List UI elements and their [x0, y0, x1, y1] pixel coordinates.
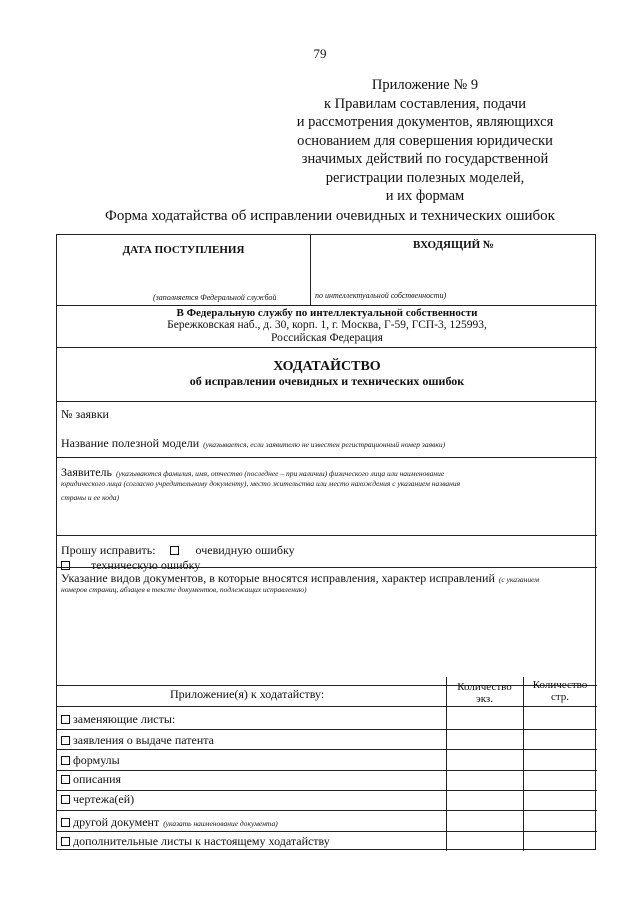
page-number: 79 [313, 46, 327, 61]
incoming-number-label: ВХОДЯЩИЙ № [413, 239, 494, 251]
utility-model-name-field[interactable] [61, 434, 445, 452]
attachment-row [61, 813, 278, 831]
documents-label: Указание видов документов, в которые вносятся исправления, характер исправлений [61, 571, 495, 585]
appendix-line: Приложение № 9 [371, 77, 479, 93]
attachment-checkbox[interactable] [61, 756, 70, 765]
other-document-note: (указать наименование документа) [163, 819, 278, 828]
obvious-error-label: очевидную ошибку [195, 543, 295, 557]
row-divider [57, 706, 597, 707]
attachment-row [61, 792, 134, 807]
petition-form [56, 234, 596, 850]
attachment-label: чертежа(ей) [73, 792, 135, 806]
documents-note: (с указанием [498, 575, 540, 584]
applicant-note: юридического лица (согласно учредительному документу), место жительства или место нахождения с указанием названия [61, 479, 461, 488]
row-divider [57, 749, 597, 750]
row-divider [57, 729, 597, 730]
petition-title: ХОДАТАЙСТВО [273, 359, 381, 374]
row-divider [57, 305, 597, 306]
copies-column-header [446, 681, 523, 705]
row-divider [57, 401, 597, 402]
row-divider [57, 831, 597, 832]
attachments-header: Приложение(я) к ходатайству: [170, 687, 325, 701]
row-divider [57, 770, 597, 771]
appendix-line: регистрации полезных моделей, [325, 169, 525, 186]
attachment-checkbox[interactable] [61, 818, 70, 827]
pages-column-title: Количество [532, 679, 588, 691]
filled-by-note-left: (заполняется Федеральной службой [153, 293, 277, 302]
attachment-checkbox[interactable] [61, 715, 70, 724]
attachment-row [61, 712, 175, 727]
technical-error-label: техническую ошибку [91, 558, 201, 572]
form-title: Форма ходатайства об исправлении очевидных и технических ошибок [105, 208, 555, 224]
attachment-label: другой документ [73, 815, 160, 829]
row-divider [57, 535, 597, 536]
correction-label: Прошу исправить: [61, 543, 156, 557]
attachment-row [61, 772, 121, 787]
obvious-error-checkbox[interactable] [170, 546, 179, 555]
pages-column-header [523, 679, 597, 703]
appendix-line: и рассмотрения документов, являющихся [296, 114, 554, 130]
applicant-label: Заявитель [61, 465, 112, 479]
row-divider [57, 790, 597, 791]
attachment-checkbox[interactable] [61, 837, 70, 846]
row-divider [57, 810, 597, 811]
appendix-line: к Правилам составления, подачи [324, 95, 526, 112]
attachment-row [61, 834, 330, 849]
documents-note: номеров страниц, абзацев в тексте документов, подлежащих исправлению) [61, 585, 307, 594]
pages-column-unit: стр. [550, 691, 570, 703]
applicant-note: (указываются фамилия, имя, отчество (последнее – при наличии) физического лица или наименование [115, 469, 445, 478]
attachment-checkbox[interactable] [61, 795, 70, 804]
row-divider [57, 457, 597, 458]
date-received-label: ДАТА ПОСТУПЛЕНИЯ [122, 244, 245, 256]
row-divider [57, 347, 597, 348]
petition-subtitle: об исправлении очевидных и технических ошибок [189, 374, 465, 388]
appendix-reference [280, 76, 570, 206]
utility-model-name-label: Название полезной модели [61, 436, 200, 450]
addressee-name: В Федеральную службу по интеллектуальной собственности [176, 307, 478, 319]
attachment-label: дополнительные листы к настоящему ходатайству [73, 834, 330, 848]
attachment-label: описания [73, 772, 122, 786]
attachment-label: заменяющие листы: [73, 712, 176, 726]
attachment-checkbox[interactable] [61, 775, 70, 784]
copies-column-unit: экз. [475, 693, 493, 705]
attachment-checkbox[interactable] [61, 736, 70, 745]
attachment-label: формулы [73, 753, 120, 767]
addressee-country: Российская Федерация [271, 332, 383, 344]
appendix-line: значимых действий по государственной [301, 151, 549, 167]
attachment-row [61, 753, 120, 768]
filled-by-note-right: по интеллектуальной собственности) [315, 291, 447, 300]
row-divider [57, 567, 597, 568]
utility-model-name-note: (указывается, если заявителю не известен регистрационный номер заявки) [203, 440, 446, 449]
application-number-field[interactable]: № заявки [61, 407, 109, 421]
copies-column-title: Количество [457, 681, 512, 693]
applicant-note: страны и ее кода) [61, 493, 119, 502]
attachment-label: заявления о выдаче патента [73, 733, 214, 747]
attachment-row [61, 733, 214, 748]
addressee-address: Бережковская наб., д. 30, корп. 1, г. Москва, Г-59, ГСП-3, 125993, [167, 319, 487, 331]
appendix-line: основанием для совершения юридически [297, 132, 553, 149]
column-divider [523, 677, 524, 851]
appendix-line: и их формам [385, 188, 465, 204]
